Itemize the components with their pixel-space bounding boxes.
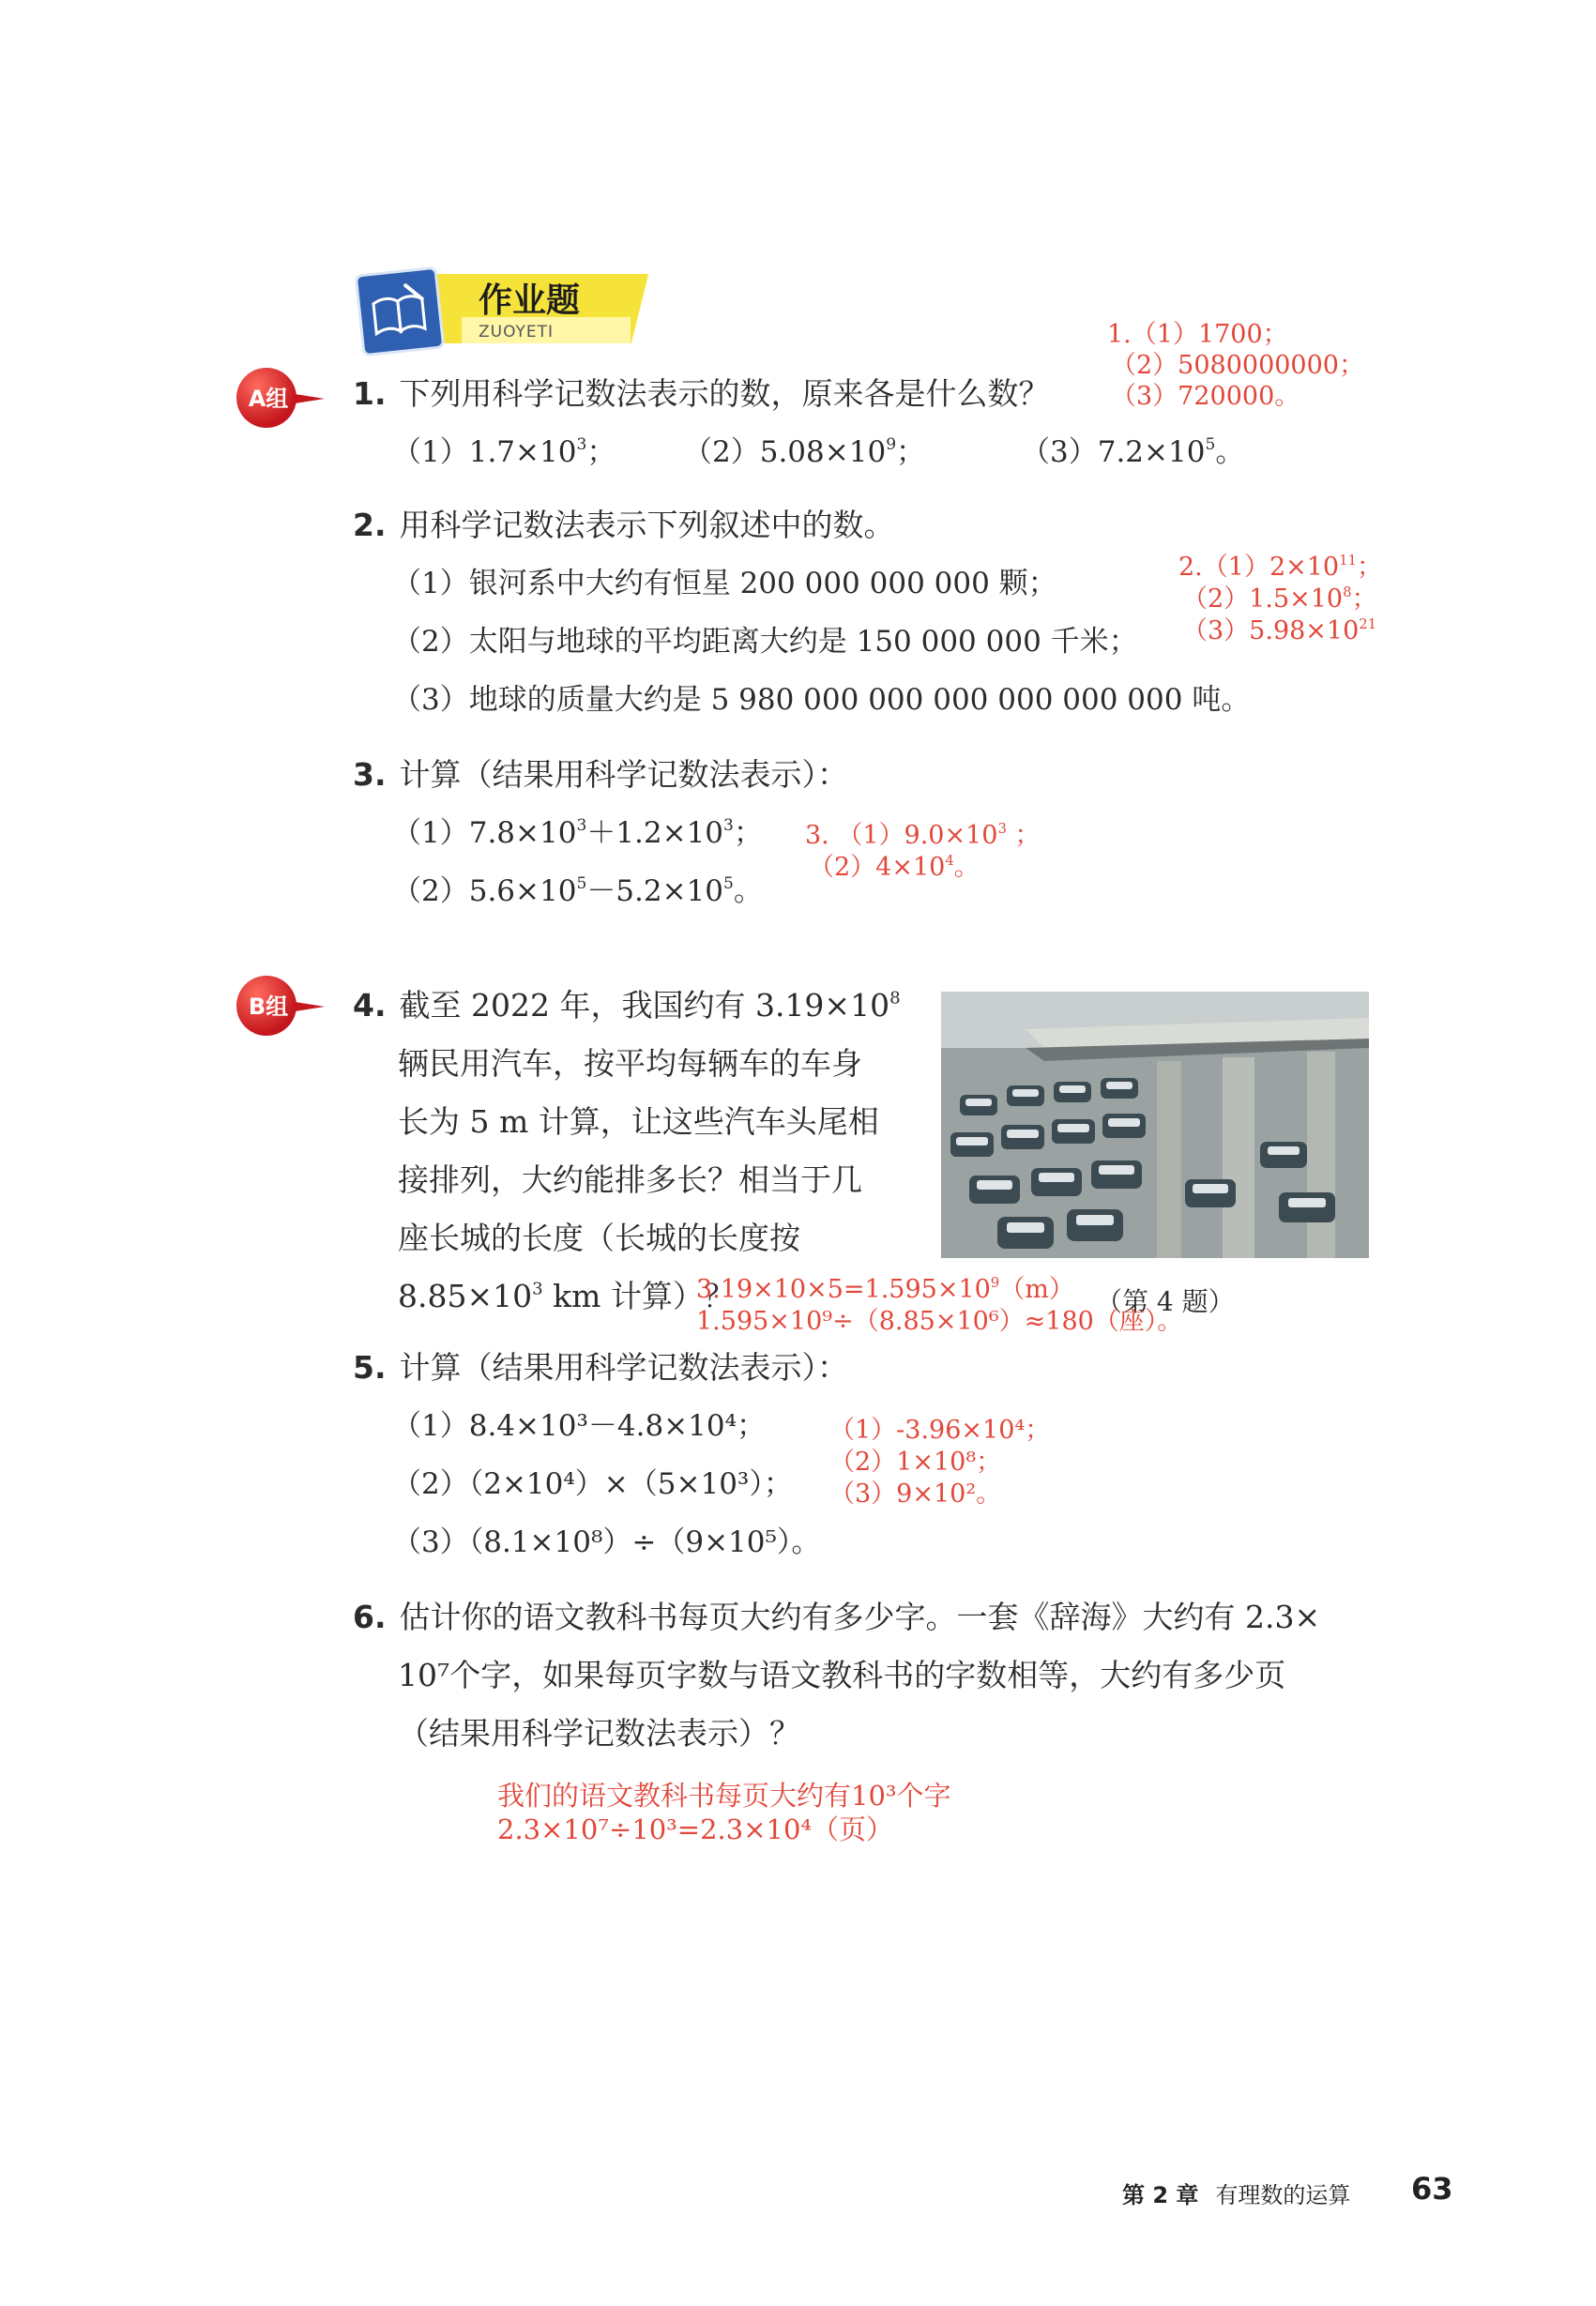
q5-answer-3: （3）9×10²。 xyxy=(829,1479,1002,1509)
q6-answer-2: 2.3×10⁷÷10³=2.3×10⁴（页） xyxy=(497,1813,894,1845)
question-4-line-4: 接排列，大约能排多长？相当于几 xyxy=(398,1161,862,1198)
q4-answer-2: 1.595×10⁹÷（8.85×10⁶）≈180（座）。 xyxy=(696,1307,1183,1336)
q2-item-1: （1）银河系中大约有恒星 200 000 000 000 颗； xyxy=(392,567,1057,600)
q5-answer-2: （2）1×10⁸； xyxy=(829,1448,1002,1477)
question-2: 2. 用科学记数法表示下列叙述中的数。 xyxy=(353,507,895,543)
question-5: 5. 计算（结果用科学记数法表示）： xyxy=(353,1349,848,1386)
q6-answer-1: 我们的语文教科书每页大约有10³个字 xyxy=(497,1780,951,1812)
q2-item-3: （3）地球的质量大约是 5 980 000 000 000 000 000 000 吨。 xyxy=(392,683,1251,717)
question-4-line-2: 辆民用汽车，按平均每辆车的车身 xyxy=(398,1045,862,1082)
chapter-number: 第 2 章 xyxy=(1122,2182,1199,2208)
q1-answer-3: （3）720000。 xyxy=(1111,382,1300,411)
q5-answer-1: （1）-3.96×10⁴； xyxy=(829,1416,1051,1445)
question-4-line-6: $8.85\times 10^3$ km 计算）？ xyxy=(398,1278,735,1314)
question-4-line-1: 4. 截至 2022 年，我国约有 $3.19\times 10^8$ xyxy=(353,987,901,1024)
question-6-line-1: 6. 估计你的语文教科书每页大约有多少字。一套《辞海》大约有 2.3× xyxy=(353,1599,1321,1635)
q5-item-1: （1）8.4×10³－4.8×10⁴； xyxy=(392,1409,767,1443)
group-b-badge: B组 xyxy=(236,976,315,1036)
book-pencil-icon xyxy=(355,266,446,357)
question-3: 3. 计算（结果用科学记数法表示）： xyxy=(353,756,848,793)
q3-item-1: $(1)7.8\times 10^3+1.2\times 10^3$； xyxy=(392,816,763,850)
q2-answer-3: $(3)5.98\times 10^{21}$ xyxy=(1182,614,1377,645)
q2-answer-2: $(2)1.5\times 10^8$； xyxy=(1182,583,1377,614)
page-number: 63 xyxy=(1411,2171,1453,2207)
q2-item-2: （2）太阳与地球的平均距离大约是 150 000 000 千米； xyxy=(392,625,1138,659)
question-6-line-3: （结果用科学记数法表示）？ xyxy=(398,1715,800,1752)
q4-answer-1: $3.19\times 10\times 5=1.595\times 10^9(m)$ xyxy=(696,1273,1074,1304)
footer-chapter xyxy=(1122,2177,1350,2209)
header-title: 作业题 xyxy=(479,281,581,320)
header-subtitle: ZUOYETI xyxy=(479,323,555,341)
q1-item-2: $(2)5.08\times 10^9$； xyxy=(683,435,926,469)
q3-answer-2: $(2)4\times 10^4$。 xyxy=(809,851,980,882)
q1-item-1: $(1)1.7\times 10^3$； xyxy=(392,435,616,469)
homework-header xyxy=(349,270,640,351)
chapter-title: 有理数的运算 xyxy=(1215,2182,1351,2208)
q5-item-2: （2）（2×10⁴）×（5×10³）； xyxy=(392,1467,793,1501)
traffic-jam-photo xyxy=(941,992,1369,1258)
q1-answer-1: 1.（1）1700； xyxy=(1107,320,1288,349)
q2-answer-1: $2.(1)2\times 10^{11}$； xyxy=(1178,551,1382,582)
question-4-line-5: 座长城的长度（长城的长度按 xyxy=(398,1220,800,1256)
q5-item-3: （3）（8.1×10⁸）÷（9×10⁵）。 xyxy=(392,1525,821,1559)
question-6-line-2: 10⁷个字，如果每页字数与语文教科书的字数相等，大约有多少页 xyxy=(398,1657,1286,1693)
question-1: 1. 下列用科学记数法表示的数，原来各是什么数？ xyxy=(353,375,1050,412)
q1-item-3: $(3)7.2\times 10^5$。 xyxy=(1021,435,1245,469)
q1-answer-2: （2）5080000000； xyxy=(1111,351,1364,380)
group-a-badge: A组 xyxy=(236,368,315,428)
photo-caption: （第 4 题） xyxy=(1096,1286,1235,1317)
q3-item-2: $(2)5.6\times 10^5-5.2\times 10^5$。 xyxy=(392,874,763,908)
question-4-line-3: 长为 5 m 计算，让这些汽车头尾相 xyxy=(398,1103,879,1140)
q3-answer-1: 3. $(1)9.0\times 10^3$ ； xyxy=(805,819,1041,850)
